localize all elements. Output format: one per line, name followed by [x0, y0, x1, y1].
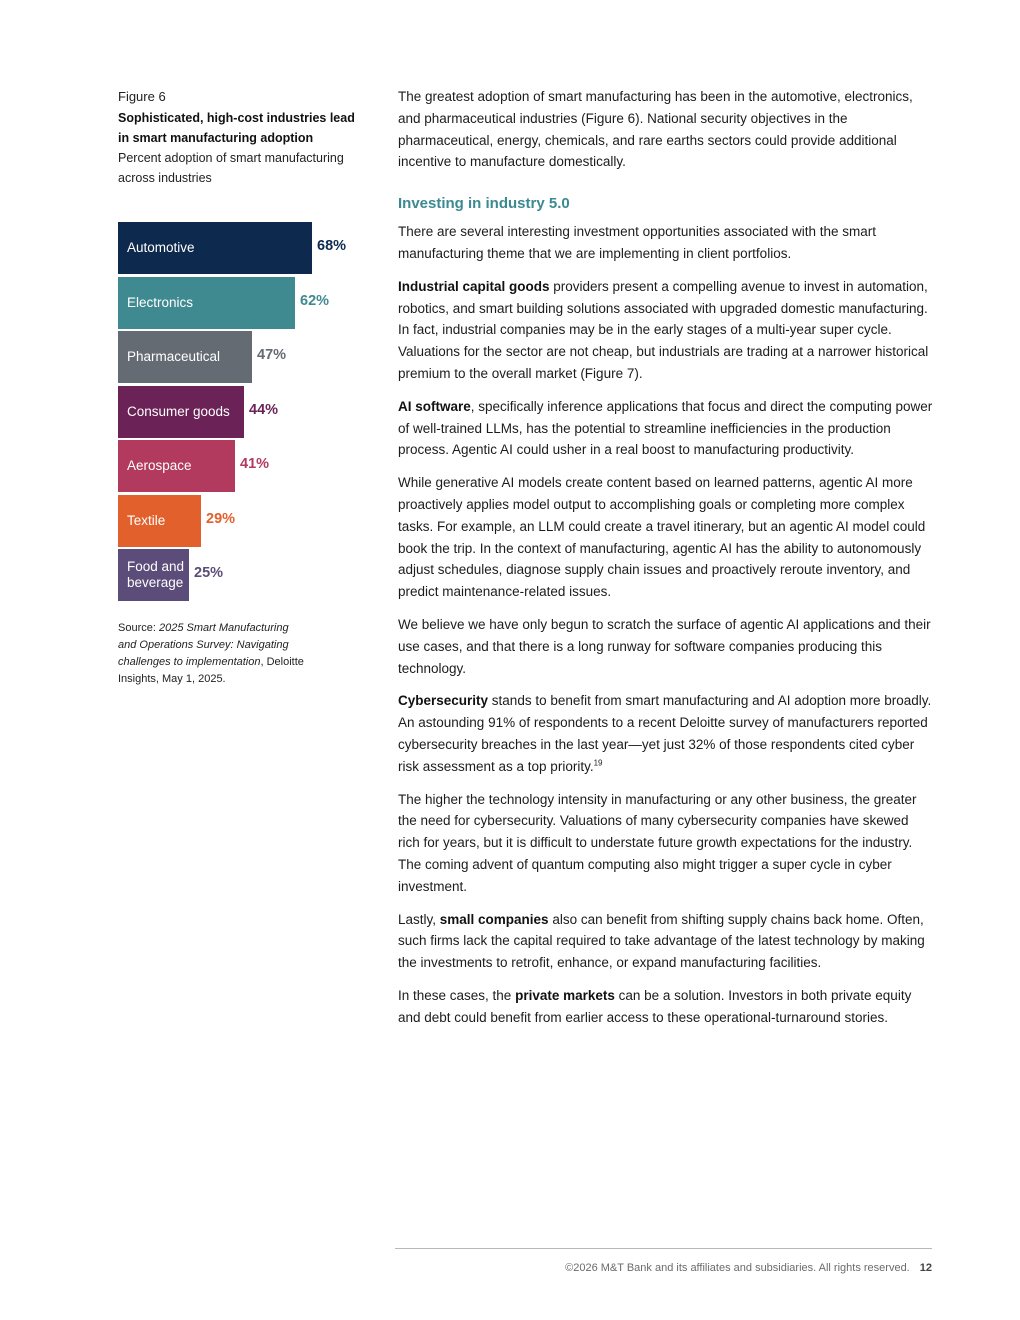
adoption-bar-chart: [118, 222, 368, 606]
bar-consumer-goods: [118, 386, 244, 438]
paragraph-small-companies: [398, 909, 933, 974]
bar-aerospace: [118, 440, 235, 492]
page-number: 12: [919, 1262, 932, 1274]
page-footer: [565, 1261, 932, 1275]
paragraph-text: can be a solution. Investors in both private equity and debt could benefit from earlier access to these operational-turnaround stories.: [398, 987, 912, 1025]
term-private-markets: private markets: [515, 987, 615, 1003]
bar-label: Textile: [127, 513, 166, 528]
figure-header: [118, 88, 368, 188]
paragraph-agentic-outlook: We believe we have only begun to scratch the surface of agentic AI applications and their use cases, and that there is a long runway for software companies producing this technology.: [398, 616, 931, 676]
bar-electronics: [118, 277, 295, 329]
paragraph-cybersecurity: [398, 690, 933, 777]
bar-textile: [118, 495, 201, 547]
bar-label: Automotive: [127, 240, 195, 255]
bar-pharmaceutical: [118, 331, 252, 383]
bar-value-label: 68%: [317, 238, 347, 254]
term-ai-software: AI software: [398, 398, 471, 414]
term-cybersecurity: Cybersecurity: [398, 693, 489, 709]
figure-subtitle: Percent adoption of smart manufacturing across industries: [118, 151, 344, 185]
bar-value-label: 29%: [206, 511, 236, 527]
copyright-text: ©2026 M&T Bank and its affiliates and subsidiaries. All rights reserved.: [565, 1262, 910, 1274]
figure-title: Sophisticated, high-cost industries lead in smart manufacturing adoption: [118, 111, 355, 145]
paragraph-text: also can benefit from shifting supply chains back home. Often, such firms lack the capital required to take advantage of the latest technology by making the investments to retrofit, enhance, or expand manufacturing facilities.: [398, 911, 925, 971]
paragraph-private-markets: [398, 985, 933, 1029]
paragraph-text: In these cases, the: [398, 987, 516, 1003]
source-title: 2025 Smart Manufacturing and Operations Survey: Navigating challenges to implementation: [118, 622, 289, 668]
bar-automotive: [118, 222, 312, 274]
paragraph-cyber-valuations: The higher the technology intensity in manufacturing or any other business, the greater the need for cybersecurity. Valuations of many cybersecurity companies have skewed rich for years, but it is difficult to understate future growth expectations for the industry. The coming advent of quantum computing also might trigger a super cycle in cyber investment.: [398, 791, 917, 894]
bar-food-and-beverage: [118, 549, 189, 601]
paragraph-agentic-ai: While generative AI models create content based on learned patterns, agentic AI more proactively applies model output to accomplishing goals or completing more complex tasks. For example, an LLM could create a travel itinerary, but an agentic AI model could book the trip. In the context of manufacturing, agentic AI has the ability to autonomously adjust schedules, diagnose supply chain issues and proactively reroute inventory, and predict maintenance-related issues.: [398, 475, 926, 600]
bar-value-label: 62%: [300, 293, 330, 309]
figure-source: [118, 620, 308, 688]
paragraph-text: Lastly,: [398, 911, 440, 927]
bar-label: Electronics: [127, 295, 194, 310]
figure-number: Figure 6: [118, 89, 166, 104]
paragraph-text: stands to benefit from smart manufacturing and AI adoption more broadly. An astounding 91% of respondents to a recent Deloitte survey of manufacturers reported cybersecurity breaches in the last year—yet just 32% of those respondents cited cyber risk assessment as a top priority.: [398, 693, 932, 774]
bar-value-label: 41%: [240, 456, 270, 472]
footnote-ref[interactable]: 19: [593, 758, 603, 768]
bar-label: Aerospace: [127, 458, 192, 473]
paragraph-ai-software: [398, 396, 933, 461]
source-prefix: Source:: [118, 622, 159, 634]
paragraph-intro: The greatest adoption of smart manufacturing has been in the automotive, electronics, and pharmaceutical industries (Figure 6). National security objectives in the pharmaceutical, energy, chemicals, and rare earths sectors could provide additional incentive to manufacture domestically.: [398, 89, 913, 170]
article-body: [398, 86, 933, 1039]
paragraph-text: , specifically inference applications that focus and direct the computing power of well-trained LLMs, has the potential to streamline inefficiencies in the production process. Agentic AI could usher in a real boost to manufacturing productivity.: [398, 398, 933, 458]
bar-value-label: 25%: [194, 565, 224, 581]
footer-divider: [395, 1248, 932, 1249]
bar-label: Pharmaceutical: [127, 349, 221, 364]
bar-value-label: 44%: [249, 402, 279, 418]
paragraph-text: providers present a compelling avenue to invest in automation, robotics, and smart building solutions associated with upgraded domestic manufacturing. In fact, industrial companies may be in the early stages of a multi-year super cycle. Valuations for the sector are not cheap, but industrials are trading at a narrower historical premium to the overall market (Figure 7).: [398, 278, 929, 381]
paragraph-opportunities: There are several interesting investment opportunities associated with the smart manufacturing theme that we are implementing in client portfolios.: [398, 224, 876, 261]
bar-value-label: 47%: [257, 347, 287, 363]
source-suffix: , Deloitte Insights, May 1, 2025.: [118, 656, 304, 685]
bar-label: Consumer goods: [127, 404, 230, 419]
bar-label: Food and beverage: [127, 559, 185, 590]
term-small-companies: small companies: [439, 911, 549, 927]
section-heading: Investing in industry 5.0: [398, 195, 570, 213]
paragraph-industrial-capital-goods: [398, 276, 933, 385]
term-industrial-capital-goods: Industrial capital goods: [398, 278, 550, 294]
